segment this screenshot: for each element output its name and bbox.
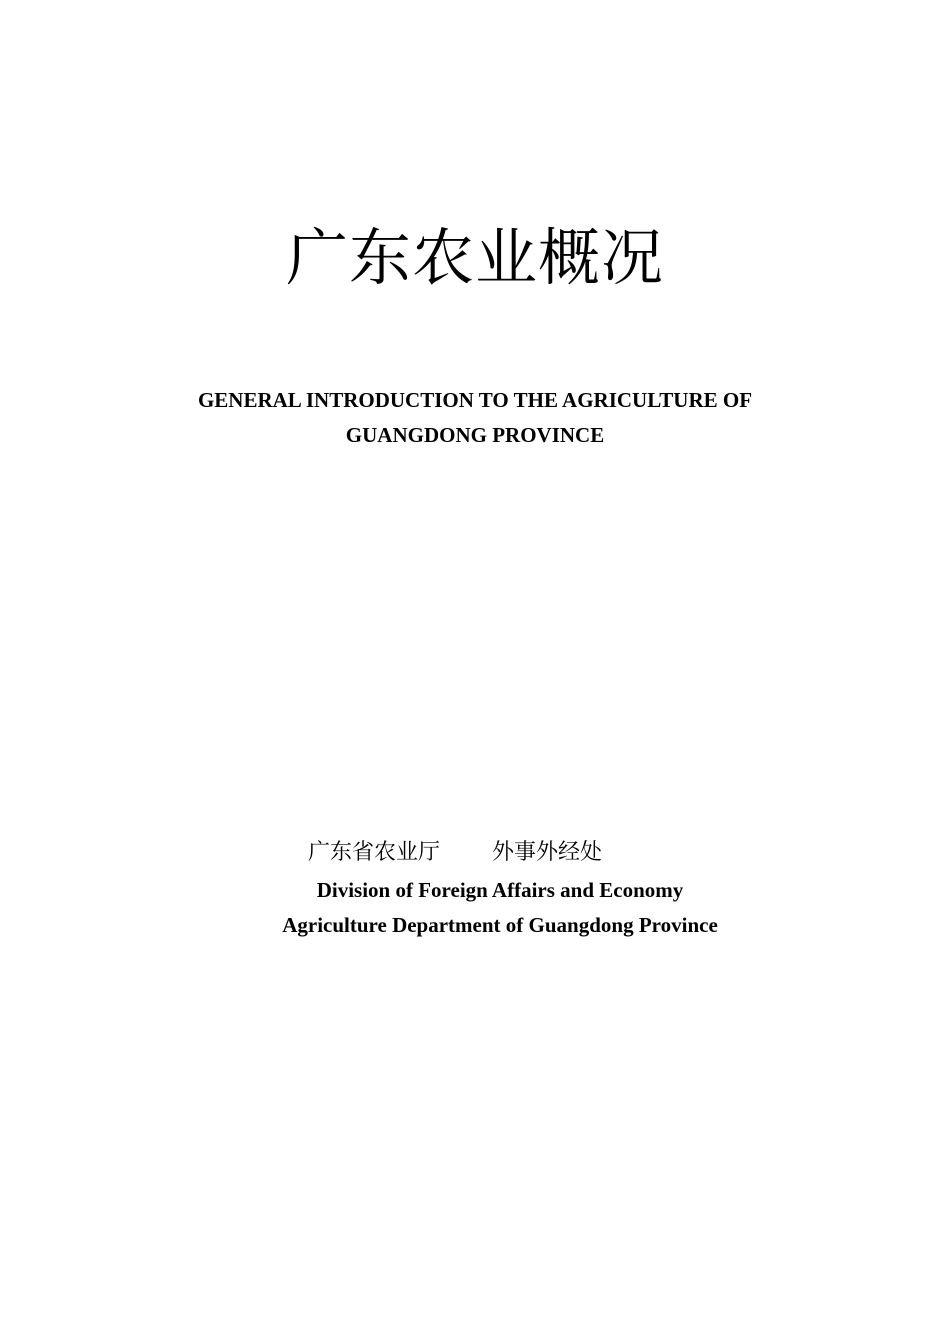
english-title bbox=[130, 383, 820, 453]
english-title-line-2: GUANGDONG PROVINCE bbox=[345, 423, 605, 447]
chinese-division-name: 外事外经处 bbox=[492, 840, 603, 865]
english-division-name: Division of Foreign Affairs and Economy bbox=[316, 878, 684, 902]
chinese-title: 广东农业概况 bbox=[285, 221, 664, 294]
english-department-name: Agriculture Department of Guangdong Province bbox=[282, 913, 718, 937]
chinese-organization bbox=[308, 836, 728, 870]
english-organization bbox=[200, 873, 800, 943]
english-title-line-1: GENERAL INTRODUCTION TO THE AGRICULTURE OF bbox=[197, 388, 753, 412]
chinese-department-name: 广东省农业厅 bbox=[308, 840, 441, 865]
